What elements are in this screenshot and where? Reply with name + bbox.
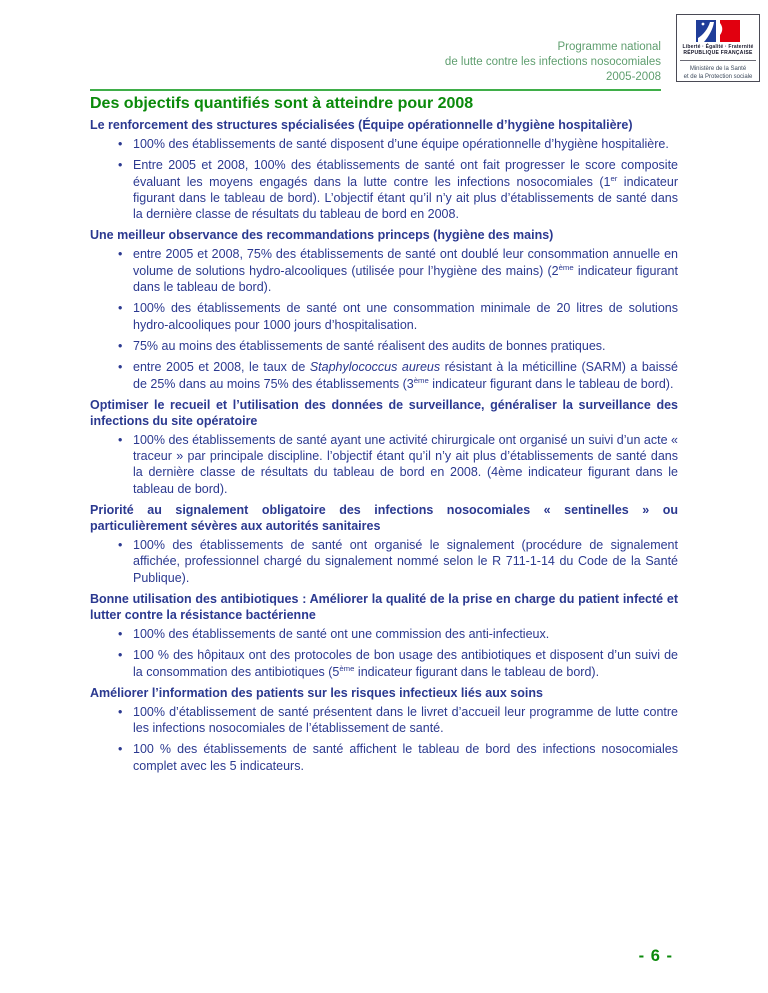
bullet-item: • entre 2005 et 2008, le taux de Staphylococcus aureus résistant à la méticilline (SARM) a baissé de 25% dans au moins 75% des établissements (3ème indicateur figurant dans le tableau de bord). [133, 359, 678, 392]
bullet-item: • 100% des établissements de santé ont une commission des anti-infectieux. [133, 626, 678, 642]
french-flag-icon [677, 20, 759, 42]
objective-section [90, 685, 678, 774]
program-header-line1: Programme national [557, 41, 661, 53]
section-heading: Bonne utilisation des antibiotiques : Améliorer la qualité de la prise en charge du patient infecté et lutter contre la résistance bactérienne [90, 591, 678, 622]
program-header [90, 40, 661, 85]
section-heading: Optimiser le recueil et l’utilisation des données de surveillance, généraliser la surveillance des infections du site opératoire [90, 397, 678, 428]
objective-section [90, 591, 678, 680]
logo-motto: Liberté · Égalité · Fraternité [682, 44, 754, 50]
objective-section [90, 227, 678, 391]
bullet-item: • 100% des établissements de santé ayant une activité chirurgicale ont organisé un suivi d’un acte « traceur » par principale discipline. l’objectif étant qu’il n’y ait plus d’établissements de santé dans la dernière classe de résultats du tableau de bord en 2008. (4ème indicateur figurant dans le tableau de bord). [133, 432, 678, 497]
program-header-line3: 2005-2008 [606, 71, 661, 83]
section-heading: Priorité au signalement obligatoire des infections nosocomiales « sentinelles » ou particulièrement sévères aux autorités sanitaires [90, 503, 678, 534]
bullet-item: • 100% des établissements de santé disposent d’une équipe opérationnelle d’hygiène hospitalière. [133, 136, 678, 152]
ministry-name-line2: et de la Protection sociale [683, 73, 753, 80]
bullet-list [90, 704, 678, 774]
section-heading: Améliorer l’information des patients sur les risques infectieux liés aux soins [90, 685, 543, 700]
sections [90, 117, 678, 774]
program-header-line2: de lutte contre les infections nosocomiales [444, 56, 661, 68]
page-number: - 6 - [638, 947, 673, 965]
bullet-list [90, 626, 678, 680]
page-title: Des objectifs quantifiés sont à atteindre pour 2008 [90, 95, 474, 112]
objective-section [90, 502, 678, 586]
bullet-list [90, 246, 678, 391]
page-content [90, 0, 678, 779]
section-heading: Le renforcement des structures spécialisées (Équipe opérationnelle d’hygiène hospitalière) [90, 118, 633, 132]
ministry-logo [676, 14, 760, 82]
bullet-item: • Entre 2005 et 2008, 100% des établissements de santé ont fait progresser le score composite évaluant les moyens engagés dans la lutte contre les infections nosocomiales (1er indicateur figurant dans le tableau de bord). L’objectif étant qu’il n’y ait plus d’établissements de santé dans la dernière classe de résultats du tableau de bord en 2008. [133, 157, 678, 222]
bullet-list [90, 432, 678, 497]
ministry-name [677, 66, 759, 81]
bullet-item: • 100 % des établissements de santé affichent le tableau de bord des infections nosocomiales complet avec les 5 indicateurs. [133, 741, 678, 774]
header-rule [90, 89, 661, 91]
objective-section [90, 117, 678, 222]
bullet-item: • 75% au moins des établissements de santé réalisent des audits de bonnes pratiques. [133, 338, 678, 354]
section-heading: Une meilleur observance des recommandations princeps (hygiène des mains) [90, 228, 554, 243]
bullet-item: • entre 2005 et 2008, 75% des établissements de santé ont doublé leur consommation annuelle en volume de solutions hydro-alcooliques (utilisée pour l’hygiène des mains) (2ème indicateur figurant dans le tableau de bord). [133, 246, 678, 295]
bullet-list [90, 537, 678, 586]
logo-republic: RÉPUBLIQUE FRANÇAISE [683, 50, 753, 56]
bullet-item: • 100% d’établissement de santé présentent dans le livret d’accueil leur programme de lutte contre les infections nosocomiales de l’établissement de santé. [133, 704, 678, 737]
ministry-name-line1: Ministère de la Santé [689, 66, 747, 72]
bullet-item: • 100% des établissements de santé ont une consommation minimale de 20 litres de solutions hydro-alcooliques pour 1000 jours d’hospitalisation. [133, 300, 678, 333]
objective-section [90, 397, 678, 497]
bullet-list [90, 136, 678, 222]
logo-divider [680, 60, 756, 61]
bullet-item: • 100% des établissements de santé ont organisé le signalement (procédure de signalement affichée, professionnel chargé du signalement nommé selon le R 711-1-14 du Code de la Santé Publique). [133, 537, 678, 586]
bullet-item: • 100 % des hôpitaux ont des protocoles de bon usage des antibiotiques et disposent d’un suivi de la consommation des antibiotiques (5ème indicateur figurant dans le tableau de bord). [133, 647, 678, 680]
